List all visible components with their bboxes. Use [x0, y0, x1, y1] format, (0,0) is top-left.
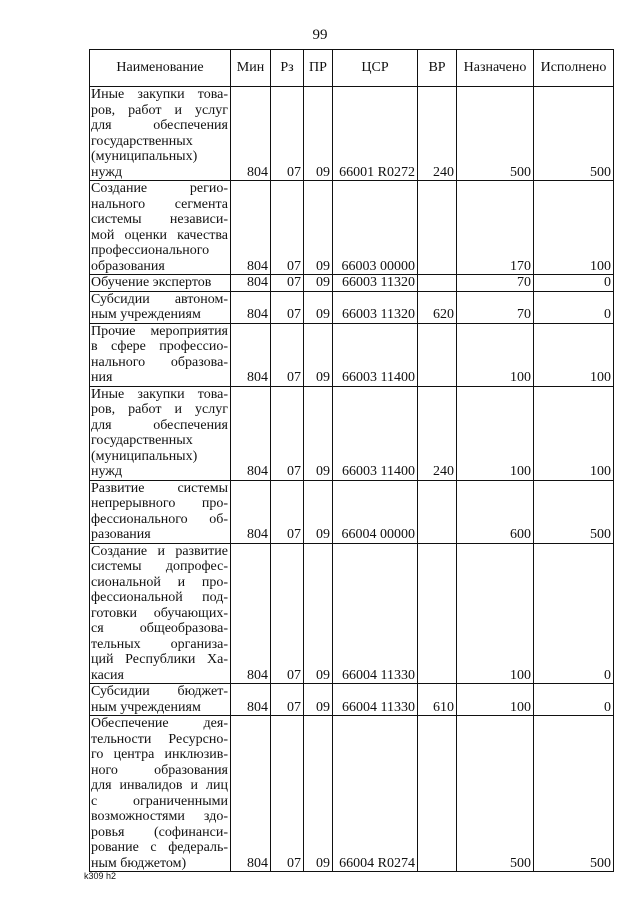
row-pr: 09 [304, 323, 333, 386]
row-assigned: 70 [457, 275, 534, 292]
row-assigned: 500 [457, 87, 534, 181]
table-row [90, 480, 614, 543]
row-csr: 66004 00000 [333, 480, 418, 543]
row-assigned: 600 [457, 480, 534, 543]
row-min: 804 [231, 716, 271, 872]
header-pr: ПР [304, 50, 333, 87]
row-name [90, 543, 231, 684]
row-assigned: 170 [457, 181, 534, 275]
row-csr: 66003 11320 [333, 291, 418, 323]
row-name-line: касия [91, 667, 124, 683]
row-name-line: Субсидии автоном- [91, 291, 228, 307]
row-vr [418, 275, 457, 292]
row-csr: 66003 11400 [333, 323, 418, 386]
row-name-line: Иные закупки това- [91, 386, 228, 402]
row-name-line: системы независи- [91, 212, 228, 227]
row-name-line: Обеспечение дея- [91, 716, 228, 731]
row-vr: 240 [418, 386, 457, 480]
row-name-line: ным учреждениям [91, 699, 201, 715]
row-name-line: Развитие системы [91, 480, 228, 496]
row-vr [418, 716, 457, 872]
row-min: 804 [231, 275, 271, 292]
row-name-line: для обеспечения [91, 417, 228, 433]
row-executed: 500 [534, 87, 614, 181]
row-vr [418, 543, 457, 684]
row-name-line: профессионального [91, 243, 210, 258]
row-name-line: мой оценки качества [91, 227, 228, 243]
row-min: 804 [231, 480, 271, 543]
row-name [90, 323, 231, 386]
row-name-line: фессиональной под- [91, 590, 228, 605]
row-name-line: государственных [91, 433, 193, 448]
row-name-line: ния [91, 370, 113, 385]
row-name-line: ций Республики Ха- [91, 652, 228, 667]
header-name: Наименование [90, 50, 231, 87]
row-name-line: ным учреждениям [91, 307, 201, 322]
row-name-line: нального сегмента [91, 196, 228, 212]
row-name-line: в сфере профессио- [91, 339, 228, 354]
header-executed: Исполнено [534, 50, 614, 87]
row-pr: 09 [304, 87, 333, 181]
row-rz: 07 [271, 291, 304, 323]
row-executed: 500 [534, 716, 614, 872]
row-executed: 500 [534, 480, 614, 543]
row-executed: 100 [534, 181, 614, 275]
row-pr: 09 [304, 543, 333, 684]
row-name [90, 87, 231, 181]
row-rz: 07 [271, 716, 304, 872]
row-name-line: го центра инклюзив- [91, 747, 228, 762]
table-row [90, 87, 614, 181]
row-pr: 09 [304, 275, 333, 292]
row-vr [418, 323, 457, 386]
row-name-line: нужд [91, 164, 123, 180]
row-rz: 07 [271, 386, 304, 480]
row-pr: 09 [304, 480, 333, 543]
row-name [90, 716, 231, 872]
row-min: 804 [231, 181, 271, 275]
row-name [90, 480, 231, 543]
row-name [90, 386, 231, 480]
row-name-line: ровья (софинанси- [91, 824, 228, 840]
row-executed: 0 [534, 291, 614, 323]
row-name-line: для обеспечения [91, 118, 228, 133]
row-executed: 0 [534, 275, 614, 292]
row-min: 804 [231, 291, 271, 323]
row-vr: 240 [418, 87, 457, 181]
table-row [90, 291, 614, 323]
row-name [90, 291, 231, 323]
row-executed: 100 [534, 386, 614, 480]
row-rz: 07 [271, 543, 304, 684]
row-min: 804 [231, 386, 271, 480]
row-csr: 66004 11330 [333, 684, 418, 716]
row-name-line: ным бюджетом) [91, 855, 187, 871]
row-min: 804 [231, 87, 271, 181]
row-name-line: государственных [91, 133, 193, 149]
row-executed: 0 [534, 543, 614, 684]
row-csr: 66004 R0274 [333, 716, 418, 872]
row-name-line: ного образования [91, 762, 228, 778]
row-assigned: 100 [457, 684, 534, 716]
row-csr: 66001 R0272 [333, 87, 418, 181]
row-name-line: Создание и развитие [91, 543, 228, 559]
row-name-line: рование с федераль- [91, 840, 228, 855]
row-vr: 610 [418, 684, 457, 716]
row-name-line: образования [91, 258, 165, 274]
row-name [90, 181, 231, 275]
row-min: 804 [231, 323, 271, 386]
row-name-line: Создание регио- [91, 181, 228, 196]
row-name-line: фессионального об- [91, 511, 228, 527]
row-rz: 07 [271, 181, 304, 275]
row-assigned: 100 [457, 543, 534, 684]
row-name-line: ся общеобразова- [91, 621, 228, 636]
row-min: 804 [231, 684, 271, 716]
row-name-line: нужд [91, 464, 123, 479]
row-pr: 09 [304, 716, 333, 872]
row-name [90, 275, 231, 292]
table-row [90, 181, 614, 275]
row-name-line: сиональной и про- [91, 574, 228, 590]
row-csr: 66003 00000 [333, 181, 418, 275]
row-name-line: (муниципальных) [91, 448, 198, 464]
row-vr [418, 480, 457, 543]
row-name-line: тельных организа- [91, 636, 228, 652]
row-name-line: системы допрофес- [91, 559, 228, 574]
header-assigned: Назначено [457, 50, 534, 87]
row-rz: 07 [271, 275, 304, 292]
row-name [90, 684, 231, 716]
row-name-line: ров, работ и услуг [91, 102, 228, 118]
row-assigned: 100 [457, 386, 534, 480]
table-row [90, 684, 614, 716]
row-vr: 620 [418, 291, 457, 323]
footer-code: k309 h2 [84, 871, 117, 881]
header-min: Мин [231, 50, 271, 87]
row-pr: 09 [304, 386, 333, 480]
row-csr: 66004 11330 [333, 543, 418, 684]
row-csr: 66003 11320 [333, 275, 418, 292]
page-number: 99 [312, 27, 328, 43]
row-name-line: Иные закупки това- [91, 87, 228, 102]
row-executed: 0 [534, 684, 614, 716]
row-rz: 07 [271, 684, 304, 716]
budget-table [89, 49, 614, 872]
row-vr [418, 181, 457, 275]
row-rz: 07 [271, 323, 304, 386]
row-rz: 07 [271, 87, 304, 181]
header-vr: ВР [418, 50, 457, 87]
row-assigned: 100 [457, 323, 534, 386]
row-name-line: Прочие мероприятия [91, 323, 228, 339]
row-pr: 09 [304, 181, 333, 275]
row-assigned: 500 [457, 716, 534, 872]
row-name-line: Обучение экспертов [91, 275, 212, 290]
row-name-line: нального образова- [91, 354, 228, 370]
row-name-line: ров, работ и услуг [91, 402, 228, 417]
table-row [90, 716, 614, 872]
row-name-line: возможностями здо- [91, 809, 228, 824]
row-name-line: с ограниченными [91, 793, 228, 809]
table-row [90, 323, 614, 386]
row-name-line: разования [91, 527, 151, 542]
table-row [90, 386, 614, 480]
row-name-line: непрерывного про- [91, 496, 228, 511]
table-header-row [90, 50, 614, 87]
table-row [90, 543, 614, 684]
row-name-line: (муниципальных) [91, 149, 198, 164]
header-csr: ЦСР [333, 50, 418, 87]
row-name-line: Субсидии бюджет- [91, 684, 228, 699]
row-name-line: готовки обучающих- [91, 605, 228, 621]
row-rz: 07 [271, 480, 304, 543]
row-pr: 09 [304, 684, 333, 716]
row-pr: 09 [304, 291, 333, 323]
row-executed: 100 [534, 323, 614, 386]
table-row [90, 275, 614, 292]
row-name-line: тельности Ресурсно- [91, 731, 228, 747]
row-csr: 66003 11400 [333, 386, 418, 480]
row-assigned: 70 [457, 291, 534, 323]
row-name-line: для инвалидов и лиц [91, 778, 228, 793]
header-rz: Рз [271, 50, 304, 87]
row-min: 804 [231, 543, 271, 684]
